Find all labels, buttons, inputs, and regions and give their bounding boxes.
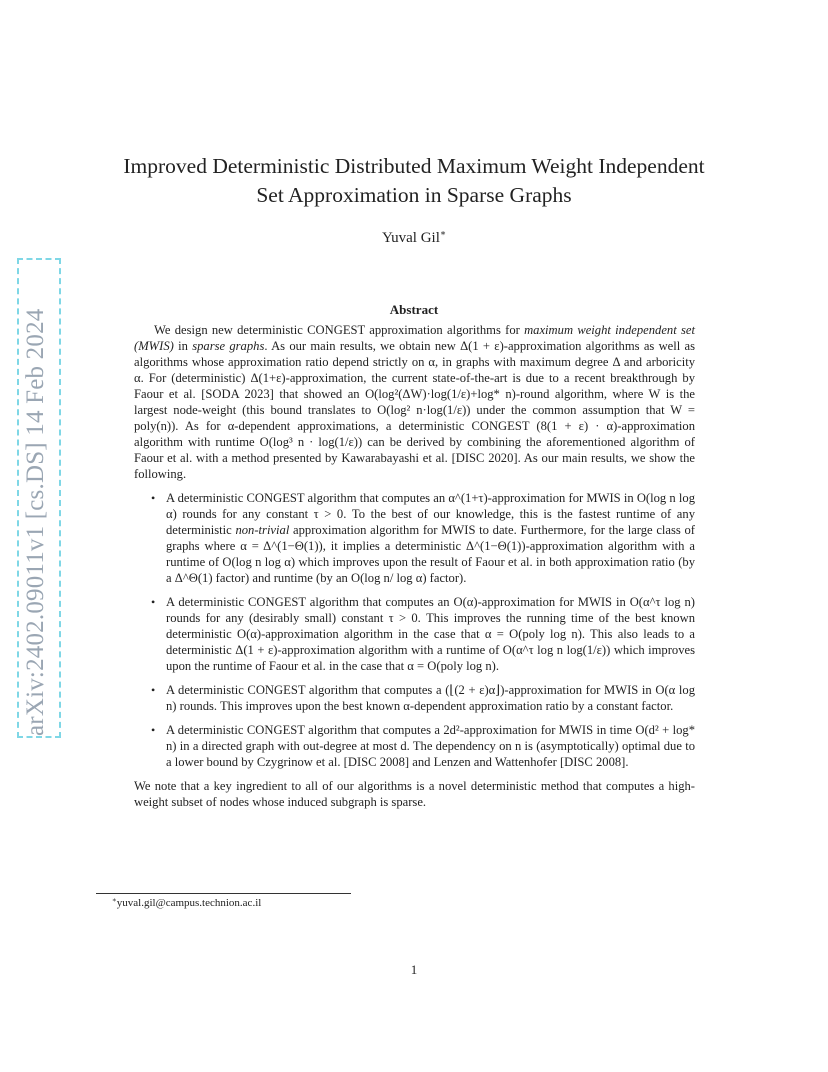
result-1-text: A deterministic CONGEST algorithm that computes an α^(1+τ)-approximation for MWIS in O(log n log α) rounds for any constant τ > 0. To the best of our knowledge, this is the fastest runtime of any deterministic [166, 491, 695, 537]
author-email: yuval.gil@campus.technion.ac.il [116, 897, 262, 909]
result-item-1 [134, 490, 695, 586]
intro-emphasis-sparse: sparse graphs [192, 339, 265, 353]
author-name: Yuval Gil [381, 230, 440, 246]
intro-text-1: We design new deterministic CONGEST approximation algorithms for [154, 323, 525, 337]
author-email-footnote [112, 896, 261, 909]
result-4-text: A deterministic CONGEST algorithm that computes a 2d²-approximation for MWIS in time O(d² + log* n) in a directed graph with out-degree at most d. The dependency on n is (asymptotically) optimal due to a lower bound by Czygrinow et al. [DISC 2008] and Lenzen and Wattenhofer [DISC 2008]. [166, 723, 695, 769]
footnote-divider [96, 893, 351, 894]
abstract-body [134, 322, 695, 810]
author-line [60, 228, 768, 247]
bullet-icon: • [151, 723, 156, 737]
result-2-text: A deterministic CONGEST algorithm that computes an O(α)-approximation for MWIS in O(α^τ log n) rounds for any (desirably small) constant τ > 0. This improves the running time of the best known deterministic O(α)-approximation algorithm in the case that α = O(poly log n). This also leads to a deterministic Δ(1 + ε)-approximation algorithm with a runtime of O(α^τ log n log(1/ε)) which improves upon the runtime of Faour et al. in the case that α = O(poly log n). [166, 595, 695, 673]
abstract-intro-paragraph [134, 322, 695, 482]
footnote-mark: ∗ [112, 896, 117, 904]
title-line-1: Improved Deterministic Distributed Maximum Weight Independent [123, 154, 705, 178]
intro-emphasis-mwis: maximum weight independent set (MWIS) [134, 323, 695, 353]
result-3-text: A deterministic CONGEST algorithm that computes a (⌊(2 + ε)α⌋)-approximation for MWIS in O(α log n) rounds. This improves upon the best known α-dependent approximation ratio by a constant factor. [166, 683, 695, 713]
page-number: 1 [410, 962, 418, 977]
bullet-icon: • [151, 683, 156, 697]
result-item-3 [134, 682, 695, 714]
intro-text-2: in [173, 339, 193, 353]
main-results-list [134, 490, 695, 770]
result-1-text-cont: approximation algorithm for MWIS to date. Furthermore, for the large class of graphs where α = Δ^(1−Θ(1)), it implies a deterministic Δ^(1−Θ(1))-approximation algorithm with a runtime of O(log n log α) which improves upon the result of Faour et al. in both approximation ratio (by a Δ^Θ(1) factor) and runtime (by an O(log n/ log α) factor). [166, 523, 695, 585]
arxiv-identifier-stamp: arXiv:2402.09011v1 [cs.DS] 14 Feb 2024 [22, 308, 49, 736]
result-item-2 [134, 594, 695, 674]
abstract-closing-paragraph: We note that a key ingredient to all of our algorithms is a novel deterministic method that computes a high-weight subset of nodes whose induced subgraph is sparse. [134, 779, 695, 809]
abstract-heading: Abstract [389, 302, 439, 317]
result-item-4 [134, 722, 695, 770]
intro-text-3: . As our main results, we obtain new Δ(1 + ε)-approximation algorithms as well as algorithms whose approximation ratio depend strictly on α, in graphs with maximum degree Δ and arboricity α. For (deterministic) Δ(1+ε)-approximation, the current state-of-the-art is due to a recent breakthrough by Faour et al. [SODA 2023] that showed an O(log²(ΔW)·log(1/ε)+log* n)-round algorithm, where W is the largest node-weight (this bound translates to O(log² n·log(1/ε)) under the common assumption that W = poly(n)). As for α-dependent approximations, a deterministic CONGEST (8(1 + ε) · α)-approximation algorithm with runtime O(log³ n · log(1/ε)) can be derived by combining the aforementioned algorithm of Faour et al. with a method presented by Kawarabayashi et al. [DISC 2020]. As our main results, we show the following. [134, 339, 696, 481]
bullet-icon: • [151, 595, 156, 609]
title-line-2: Set Approximation in Sparse Graphs [256, 183, 572, 207]
bullet-icon: • [151, 491, 156, 505]
result-1-emphasis: non-trivial [235, 523, 290, 537]
author-footnote-mark: ∗ [439, 228, 447, 238]
paper-title [60, 152, 768, 210]
